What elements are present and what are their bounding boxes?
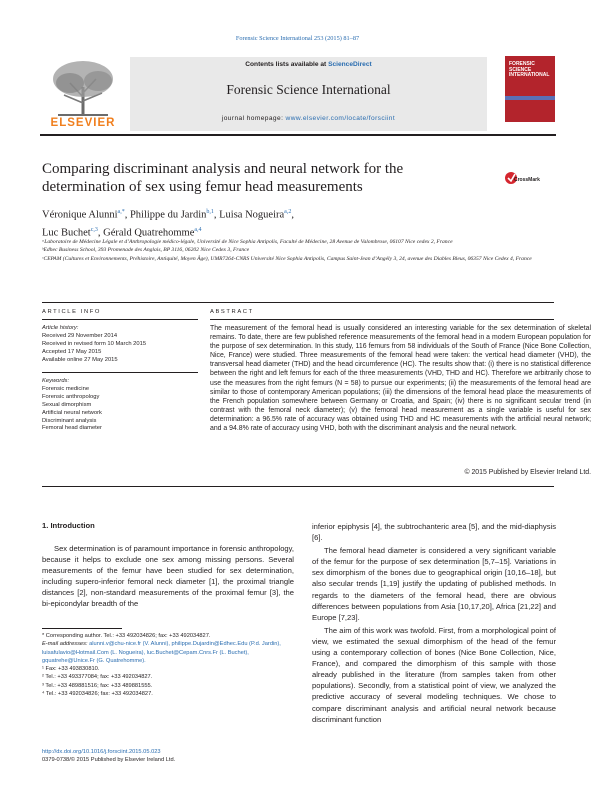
journal-homepage xyxy=(130,115,487,122)
affiliation-item: ᵇEdhec Business School, 393 Promenade des Anglais, BP 3116, 06202 Nice Cedex 3, France xyxy=(42,247,250,254)
footnote-item: ⁴ Tel.: +33 492034826; fax: +33 492034827. xyxy=(42,691,153,698)
author-affiliation-mark[interactable]: b,1 xyxy=(206,209,214,215)
keyword-item: Sexual dimorphism xyxy=(42,401,92,408)
keywords-rule xyxy=(42,372,198,373)
abstract-bottom-rule xyxy=(42,486,554,487)
body-paragraph: inferior epiphysis [4], the subtrochanteric area [5], and the mid-diaphysis [6]. xyxy=(312,522,556,543)
abstract-heading: ABSTRACT xyxy=(210,309,254,315)
history-item: Received in revised form 10 March 2015 xyxy=(42,340,147,347)
abstract-copyright: © 2015 Published by Elsevier Ireland Ltd. xyxy=(464,469,591,476)
affiliations xyxy=(42,238,554,263)
keyword-item: Femoral head diameter xyxy=(42,425,102,432)
keyword-item: Forensic medicine xyxy=(42,385,90,392)
history-label: Article history: xyxy=(42,325,79,331)
journal-cover-title: FORENSIC SCIENCE INTERNATIONAL xyxy=(509,61,550,79)
author-name[interactable]: Gérald Quatrehomme xyxy=(103,227,195,238)
header-rule xyxy=(40,134,556,136)
footnote-rule xyxy=(42,628,122,629)
history-item: Received 29 November 2014 xyxy=(42,332,118,339)
keywords-label: Keywords: xyxy=(42,378,70,384)
sciencedirect-link[interactable]: ScienceDirect xyxy=(328,61,372,68)
keyword-item: Discriminant analysis xyxy=(42,417,97,424)
journal-citation[interactable]: Forensic Science International 253 (2015) 81–87 xyxy=(235,35,360,42)
body-paragraph: Sex determination is of paramount importance in forensic anthropology, because it helps to exclude one sex among missing persons. Several measurements of the femur have been studied for sex determination, including supero-inferior femoral neck diameter [1], the proximal triangle distances [2], non-standard measurements of the proximal femur [3], the bi-epicondylar breadth of the xyxy=(42,544,294,609)
author-name[interactable]: Véronique Alunni xyxy=(42,209,118,221)
author-affiliation-mark[interactable]: a,2 xyxy=(284,209,292,215)
journal-name: Forensic Science International xyxy=(226,82,391,97)
author-list: Véronique Alunni$^{a,*}$, Philippe du Jardin$^{b,1}$, Luisa Nogueira$^{a,2}$, Luc Buchet$^{c,3}$, Gérald Quatrehomme$^{a,4}$ xyxy=(42,209,294,238)
abstract-text: The measurement of the femoral head is usually considered an interesting variable for the sex determination of skeletal remains. To date, there are few published reference measurements of the femoral head in a modern European population for the purpose of sex determination. In this study, 116 femurs from 58 individuals of the South of France (Nice Bone Collection, Nice, France) were studied. Three measurements of the femoral head were taken: the vertical head diameter (VHD), the transversal head diameter (THD) and the head circumference (HC). The results show that: (i) there is no statistical difference between the right and left femurs for each of the three measurements (VHD, THD and HC). Therefore we arbitrarily chose to use the measures from the right femurs (N = 58) to pursue our experiments; (ii) the measurements of the femoral head are similar to those of contemporary American populations; (iii) the dimensions of the femoral head place the measurements of the French population somewhere between Germany or Croatia, and Spain; (iv) there is no significant secular trend (in contrast with the femoral neck diameter); (v) the femoral head measurement as a single variable is useful for sex determination: a 96.5% rate of accuracy was obtained using THD and HC measurements with the artificial neural network; and a 94.8% rate of accuracy using VHD, both with the discriminant analysis and the neural network. xyxy=(210,325,591,433)
author-name[interactable]: Luc Buchet xyxy=(42,227,91,238)
corresponding-author-note: * Corresponding author. Tel.: +33 492034826; fax: +33 492034827. xyxy=(42,633,211,639)
body-paragraph: The femoral head diameter is considered a very significant variable of the femur for the purpose of sex determination [5,7–15]. Variations in sex dimorphism of the bones due to geographical origin [10,16–18], but also secular trends [1,19] justify the updating of published methods. In regards to the diameters of the femoral head, there are obvious differences between populations from Asia [10,17,20], Africa [21,22] and Europe [7,23]. xyxy=(312,546,556,622)
journal-cover-band xyxy=(505,96,555,100)
email-links[interactable]: alunni.v@chu-nice.fr (V. Alunni), philippe.Dujardin@Edhec.Edu (P.d. Jardin), luisafulavio@Hotmail.Com (L. Nogueira), luc.Buchet@Cepam.Cnrs.Fr (L. Buchet), gquatrehe@Unice.Fr (G. Quatrehomme). xyxy=(42,641,281,664)
contents-prefix: Contents lists available at xyxy=(245,61,329,68)
doi-block xyxy=(42,748,292,765)
elsevier-wordmark: ELSEVIER xyxy=(50,117,116,129)
homepage-label: journal homepage: xyxy=(221,115,286,122)
author-affiliation-mark[interactable]: a,4 xyxy=(194,226,202,233)
keywords xyxy=(42,378,202,433)
affiliation-item: ᶜCEPAM (Cultures et Environnements, Préhistoire, Antiquité, Moyen Âge), UMR7264-CNRS Université Nice Sophia Antipolis, Campus Saint-Jean d’Angély 3, 24, avenue des Diables Bleus, 06357 Nice Cedex 4, France xyxy=(42,255,532,262)
keyword-item: Forensic anthropology xyxy=(42,393,100,400)
homepage-link[interactable]: www.elsevier.com/locate/forsciint xyxy=(285,115,396,122)
article-info-heading: ARTICLE INFO xyxy=(42,309,102,315)
article-title: Comparing discriminant analysis and neural network for the determination of sex using femur head measurements xyxy=(42,161,404,195)
footnote-item: ³ Tel.: +33 489881516; fax: +33 489881555. xyxy=(42,682,153,689)
history-item: Accepted 17 May 2015 xyxy=(42,348,102,355)
body-paragraph: The aim of this work was twofold. First, from a morphological point of view, we estimated the sexual dimorphism of the head of the femur using a contemporary collection of bones (Nice Bone Collection, Nice, France), and compared the dimorphism of this sample with those already published in the literature (from samples taken from other populations). Secondly, from a statistical point of view, we analyzed the predictive accuracy of several modeling techniques. We chose to compare discriminant analysis and artificial neural network because discriminant function xyxy=(312,625,556,724)
author-name[interactable]: Luisa Nogueira xyxy=(219,209,285,221)
article-info-rule xyxy=(42,319,198,320)
author-affiliation-mark[interactable]: a,* xyxy=(117,209,125,215)
keyword-item: Artificial neural network xyxy=(42,409,102,416)
footnote-item: ¹ Fax: +33 493830810. xyxy=(42,666,100,673)
history-item: Available online 27 May 2015 xyxy=(42,356,118,363)
author-name[interactable]: Philippe du Jardin xyxy=(129,209,207,221)
issn-line: 0379-0738/© 2015 Published by Elsevier Ireland Ltd. xyxy=(42,757,176,764)
email-label: E-mail addresses: xyxy=(42,641,88,648)
affiliation-item: ᵃLaboratoire de Médecine Légale et d’Anthropologie médico-légale, Université de Nice Sophia Antipolis, Faculté de Médecine, 28 Avenue de Valombrose, 06107 Nice cedex 2, France xyxy=(42,239,453,245)
section-heading: 1. Introduction xyxy=(42,521,95,530)
article-history xyxy=(42,325,202,365)
footnotes xyxy=(42,632,292,698)
contents-line xyxy=(130,61,487,68)
author-affiliation-mark[interactable]: c,3 xyxy=(90,226,98,233)
body-left-column xyxy=(42,543,294,610)
email-addresses xyxy=(42,640,292,665)
section-rule xyxy=(42,302,554,303)
doi-link[interactable]: http://dx.doi.org/10.1016/j.forsciint.2015.05.023 xyxy=(42,749,161,755)
abstract-rule xyxy=(210,319,554,320)
crossmark-label: CrossMark xyxy=(514,177,540,183)
footnote-item: ² Tel.: +33 493377084; fax: +33 492034827. xyxy=(42,674,153,681)
body-right-column xyxy=(312,521,556,725)
